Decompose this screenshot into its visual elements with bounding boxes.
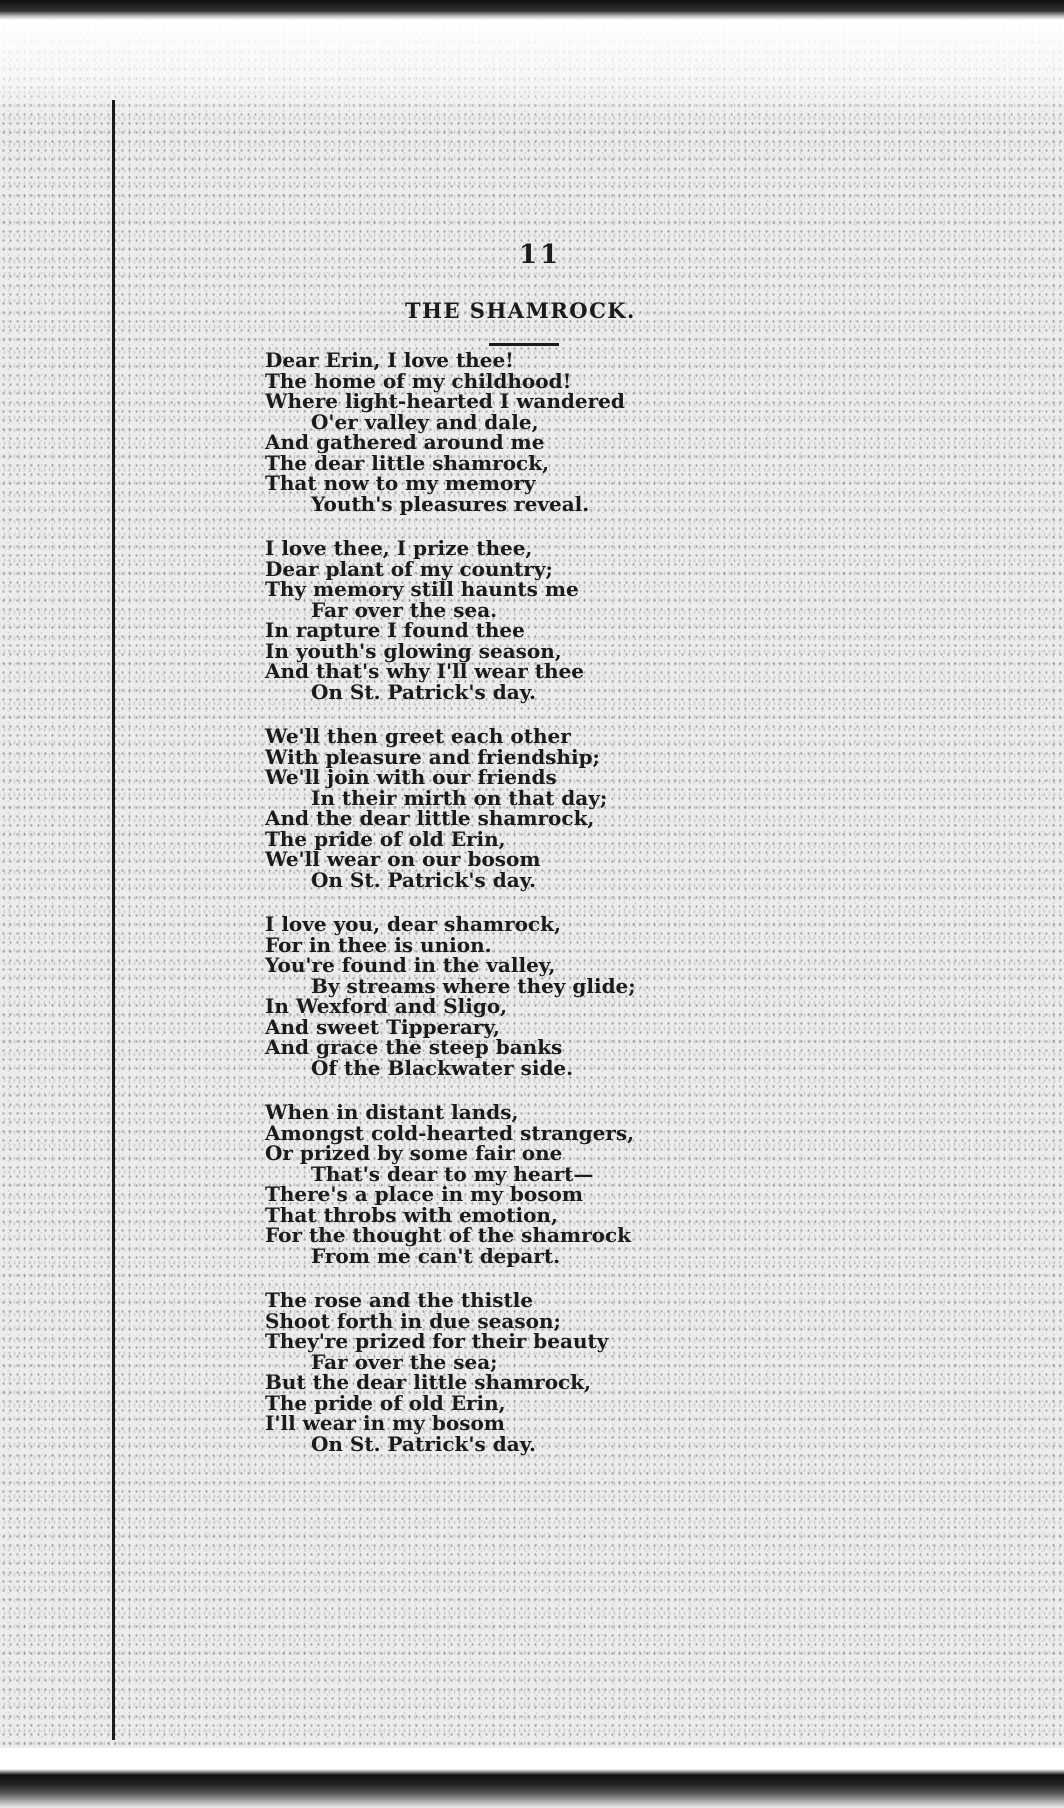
stanza: [265, 350, 705, 514]
poem-line: The pride of old Erin,: [265, 1390, 506, 1415]
poem-line: And gathered around me: [265, 430, 545, 454]
poem-line: I'll wear in my bosom: [265, 1411, 505, 1435]
scan-top-edge: [0, 0, 1064, 20]
poem-line: In Wexford and Sligo,: [265, 994, 508, 1018]
poem-title: THE SHAMROCK.: [405, 298, 636, 323]
poem-line: In their mirth on that day;: [311, 785, 608, 810]
poem-line: In youth's glowing season,: [265, 638, 562, 663]
poem-line: Shoot forth in due season;: [265, 1308, 561, 1333]
poem-line: You're found in the valley,: [265, 953, 556, 977]
poem-line: The rose and the thistle: [265, 1288, 534, 1312]
poem-line: With pleasure and friendship;: [265, 744, 600, 769]
poem-line: On St. Patrick's day.: [311, 867, 536, 892]
poem-line: And that's why I'll wear thee: [265, 659, 584, 683]
poem-line: We'll then greet each other: [265, 724, 571, 748]
poem-line: There's a place in my bosom: [265, 1182, 584, 1206]
poem-line: I love thee, I prize thee,: [265, 536, 533, 560]
stanza: [265, 538, 705, 702]
poem-line: Or prized by some fair one: [265, 1141, 563, 1165]
poem-line: That throbs with emotion,: [265, 1202, 558, 1227]
poem-line: Thy memory still haunts me: [265, 577, 579, 601]
page-top-fade: [0, 20, 1064, 120]
poem-line: That now to my memory: [265, 471, 536, 495]
poem-line: On St. Patrick's day.: [311, 679, 536, 704]
poem-line: And grace the steep banks: [265, 1035, 563, 1059]
poem-line: O'er valley and dale,: [311, 409, 539, 434]
title-rule: [489, 343, 559, 346]
page-number: 11: [519, 240, 562, 270]
stanza: [265, 1102, 705, 1266]
poem-line: From me can't depart.: [311, 1243, 561, 1268]
poem-line: Far over the sea.: [311, 597, 498, 622]
poem-line: Far over the sea;: [311, 1349, 498, 1374]
stanza: [265, 914, 705, 1078]
poem-line: For in thee is union.: [265, 932, 492, 957]
poem-line: We'll wear on our bosom: [265, 847, 541, 871]
poem-line: We'll join with our friends: [265, 765, 557, 789]
poem-line: Dear plant of my country;: [265, 556, 553, 581]
poem-line: But the dear little shamrock,: [265, 1370, 592, 1394]
poem-line: They're prized for their beauty: [265, 1329, 609, 1353]
poem-stanzas: [265, 350, 705, 1478]
poem-line: The pride of old Erin,: [265, 826, 506, 851]
stanza: [265, 726, 705, 890]
poem-line: On St. Patrick's day.: [311, 1431, 536, 1456]
poem-line: And sweet Tipperary,: [265, 1014, 501, 1039]
poem-line: For the thought of the shamrock: [265, 1223, 632, 1247]
poem-line: In rapture I found thee: [265, 618, 525, 642]
poem-line: Youth's pleasures reveal.: [311, 491, 590, 516]
poem-line: The home of my childhood!: [265, 368, 572, 393]
page-left-border-line: [112, 100, 115, 1740]
poem-line: The dear little shamrock,: [265, 450, 550, 475]
poem-line: By streams where they glide;: [311, 973, 636, 998]
poem-line: When in distant lands,: [265, 1100, 519, 1124]
stanza: [265, 1290, 705, 1454]
poem-line: I love you, dear shamrock,: [265, 912, 561, 936]
poem-line: Amongst cold-hearted strangers,: [265, 1120, 635, 1145]
scan-bottom-edge: [0, 1748, 1064, 1808]
poem-line: Where light-hearted I wandered: [265, 389, 625, 413]
poem-line: Dear Erin, I love thee!: [265, 348, 514, 372]
poem-line: Of the Blackwater side.: [311, 1055, 574, 1080]
poem-line: That's dear to my heart—: [311, 1161, 594, 1186]
poem-line: And the dear little shamrock,: [265, 806, 595, 830]
